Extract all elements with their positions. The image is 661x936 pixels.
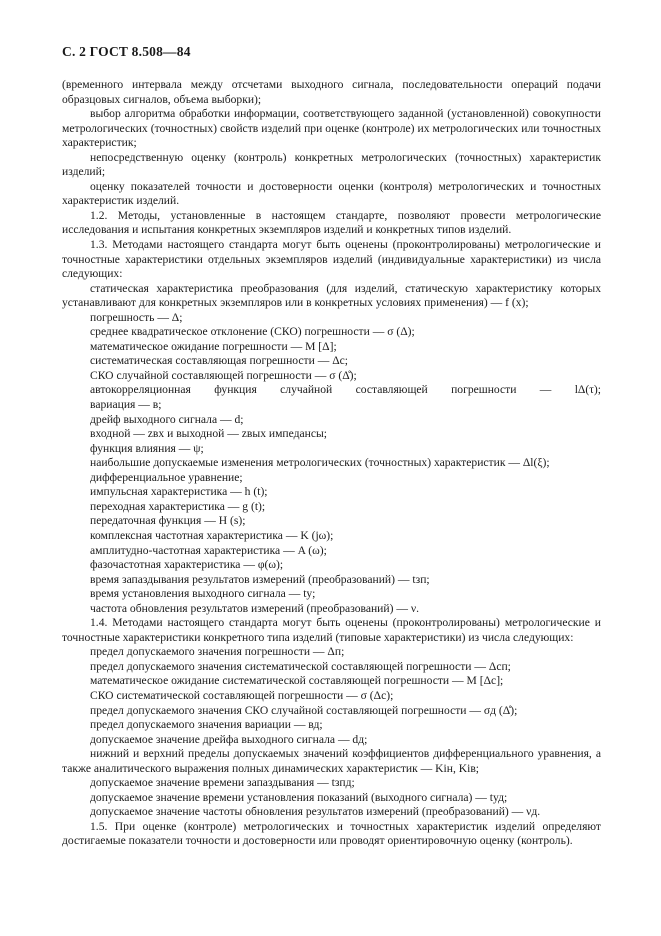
paragraph: переходная характеристика — g (t);: [90, 499, 266, 513]
paragraph: предел допускаемого значения вариации — вд;: [90, 718, 323, 732]
paragraph: допускаемое значение времени установления показаний (выходного сигнала) — tуд;: [90, 790, 508, 804]
paragraph: частота обновления результатов измерений (преобразований) — ν.: [90, 601, 419, 615]
paragraph: статическая характеристика преобразования (для изделий, статическую характеристику которых устанавливают для конкретных экземпляров или в конкретных условиях применения) — f (x);: [62, 281, 601, 310]
paragraph: амплитудно-частотная характеристика — A (ω);: [90, 543, 327, 557]
paragraph: комплексная частотная характеристика — K (jω);: [90, 528, 334, 542]
paragraph: допускаемое значение времени запаздывания — tзпд;: [90, 776, 355, 790]
paragraph: систематическая составляющая погрешности — Δс;: [90, 354, 349, 368]
paragraph: функция влияния — ψ;: [90, 441, 204, 455]
paragraph: 1.3. Методами настоящего стандарта могут быть оценены (проконтролированы) метрологические и точностные характеристики отдельных экземпляров изделий (индивидуальные характеристики) из числа следующих:: [62, 238, 601, 281]
page-header: С. 2 ГОСТ 8.508—84: [62, 44, 191, 59]
paragraph: нижний и верхний пределы допускаемых значений коэффициентов дифференциального уравнения, а также аналитического выражения полных динамических характеристик — Kiн, Kiв;: [62, 747, 601, 775]
paragraph: СКО систематической составляющей погрешности — σ (Δс);: [90, 688, 394, 702]
paragraph: передаточная функция — H (s);: [90, 514, 246, 528]
paragraph: 1.5. При оценке (контроле) метрологических и точностных характеристик изделий определяют достигаемые показатели точности и достоверности или проводят ориентировочную оценку (контроль).: [62, 819, 601, 848]
paragraph: допускаемое значение частоты обновления результатов измерений (преобразований) — νд.: [90, 805, 541, 819]
paragraph: непосредственную оценку (контроль) конкретных метрологических (точностных) характеристик изделий;: [62, 150, 601, 179]
paragraph: математическое ожидание систематической составляющей погрешности — M [Δс];: [90, 674, 504, 688]
paragraph: математическое ожидание погрешности — M [Δ];: [90, 339, 337, 353]
paragraph: вариация — в;: [90, 398, 162, 412]
paragraph: 1.4. Методами настоящего стандарта могут быть оценены (проконтролированы) метрологические и точностные характеристики конкретного типа изделий (типовые характеристики) из числа следующих:: [62, 616, 601, 644]
paragraph: погрешность — Δ;: [90, 310, 183, 324]
paragraph: дрейф выходного сигнала — d;: [90, 412, 244, 426]
paragraph: входной — zвх и выходной — zвых импедансы;: [90, 427, 328, 441]
paragraph: наибольшие допускаемые изменения метрологических (точностных) характеристик — Δl(ξ);: [90, 456, 550, 470]
paragraph: (временного интервала между отсчетами выходного сигнала, последовательности операций подачи образцовых сигналов, объема выборки);: [62, 78, 601, 106]
paragraph: дифференциальное уравнение;: [90, 470, 243, 484]
paragraph: импульсная характеристика — h (t);: [90, 485, 268, 499]
paragraph: предел допускаемого значения систематической составляющей погрешности — Δсп;: [90, 659, 511, 673]
paragraph: допускаемое значение дрейфа выходного сигнала — dд;: [90, 732, 368, 746]
paragraph: время установления выходного сигнала — tу;: [90, 587, 316, 601]
paragraph: автокорреляционная функция случайной составляющей погрешности — lΔ(τ);: [90, 383, 601, 397]
paragraph: 1.2. Методы, установленные в настоящем стандарте, позволяют провести метрологические исследования и испытания конкретных экземпляров изделий и конкретных типов изделий.: [62, 208, 601, 237]
paragraph: фазочастотная характеристика — φ(ω);: [90, 558, 284, 572]
paragraph: СКО случайной составляющей погрешности — σ (Δ̊);: [90, 368, 357, 382]
paragraph: оценку показателей точности и достоверности оценки (контроля) метрологических и точностных характеристик изделий.: [62, 179, 601, 208]
document-body: [62, 78, 601, 849]
paragraph: среднее квадратическое отклонение (СКО) погрешности — σ (Δ);: [90, 325, 415, 339]
paragraph: выбор алгоритма обработки информации, соответствующего заданной (установленной) совокупности метрологических (точностных) свойств изделий при оценке (контроле) их метрологических или точностных характеристик;: [62, 107, 601, 150]
paragraph: время запаздывания результатов измерений (преобразований) — tзп;: [90, 572, 430, 586]
paragraph: предел допускаемого значения погрешности — Δп;: [90, 645, 345, 659]
paragraph: предел допускаемого значения СКО случайной составляющей погрешности — σд (Δ̊);: [90, 703, 518, 717]
